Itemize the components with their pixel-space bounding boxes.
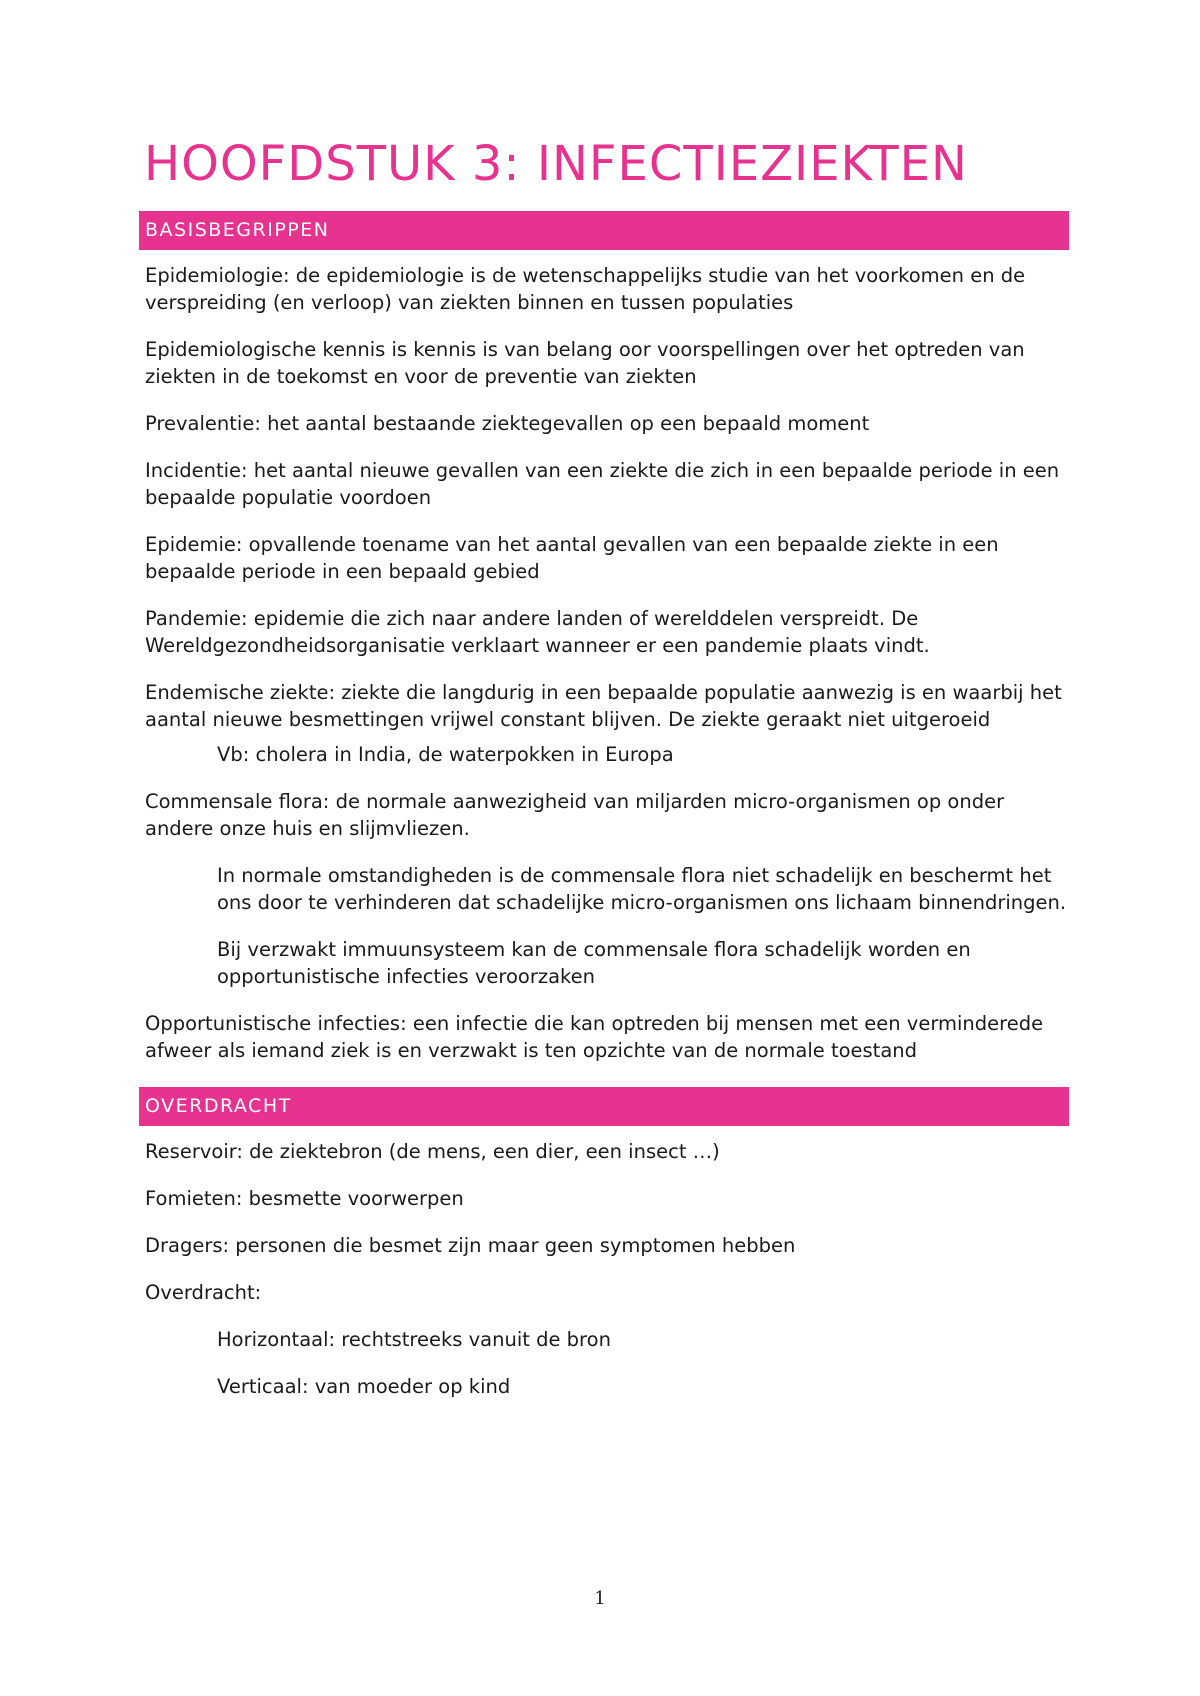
paragraph-normale-omstandigheden: In normale omstandigheden is de commensale flora niet schadelijk en beschermt het ons door te verhinderen dat schadelijke micro-organismen ons lichaam binnendringen. — [217, 863, 1067, 914]
paragraph-pandemie: Pandemie: epidemie die zich naar andere landen of werelddelen verspreidt. De Wereldgezondheidsorganisatie verklaart wanneer er een pandemie plaats vindt. — [145, 606, 930, 657]
page-content — [139, 138, 1069, 1420]
page-title: HOOFDSTUK 3: INFECTIEZIEKTEN — [144, 136, 968, 192]
paragraph-overdracht: Overdracht: — [145, 1280, 262, 1304]
paragraph-dragers: Dragers: personen die besmet zijn maar geen symptomen hebben — [145, 1233, 796, 1257]
section-heading-overdracht: OVERDRACHT — [139, 1087, 1069, 1126]
paragraph-epidemiologie: Epidemiologie: de epidemiologie is de wetenschappelijks studie van het voorkomen en de verspreiding (en verloop) van ziekten binnen en tussen populaties — [145, 263, 1026, 314]
section-heading-basisbegrippen: BASISBEGRIPPEN — [139, 211, 1069, 250]
paragraph-incidentie: Incidentie: het aantal nieuwe gevallen van een ziekte die zich in een bepaalde periode in een bepaalde populatie voordoen — [145, 458, 1060, 509]
paragraph-prevalentie: Prevalentie: het aantal bestaande ziektegevallen op een bepaald moment — [145, 411, 870, 435]
paragraph-commensale-flora: Commensale flora: de normale aanwezigheid van miljarden micro-organismen op onder andere onze huis en slijmvliezen. — [145, 789, 1005, 840]
paragraph-reservoir: Reservoir: de ziektebron (de mens, een dier, een insect …) — [145, 1139, 720, 1163]
paragraph-opportunistische-infecties: Opportunistische infecties: een infectie die kan optreden bij mensen met een verminderede afweer als iemand ziek is en verzwakt is ten opzichte van de normale toestand — [145, 1011, 1044, 1062]
paragraph-verzwakt-immuunsysteem: Bij verzwakt immuunsysteem kan de commensale flora schadelijk worden en opportunistische infecties veroorzaken — [217, 937, 971, 988]
paragraph-voorbeeld-endemisch: Vb: cholera in India, de waterpokken in Europa — [217, 742, 674, 766]
paragraph-horizontaal: Horizontaal: rechtstreeks vanuit de bron — [217, 1327, 611, 1351]
page-number: 1 — [594, 1588, 606, 1609]
paragraph-fomieten: Fomieten: besmette voorwerpen — [145, 1186, 464, 1210]
paragraph-verticaal: Verticaal: van moeder op kind — [217, 1374, 511, 1398]
paragraph-epidemiologische-kennis: Epidemiologische kennis is kennis is van belang oor voorspellingen over het optreden van ziekten in de toekomst en voor de preventie van ziekten — [145, 337, 1025, 388]
paragraph-epidemie: Epidemie: opvallende toename van het aantal gevallen van een bepaalde ziekte in een bepaalde periode in een bepaald gebied — [145, 532, 999, 583]
paragraph-endemische-ziekte: Endemische ziekte: ziekte die langdurig in een bepaalde populatie aanwezig is en waarbij het aantal nieuwe besmettingen vrijwel constant blijven. De ziekte geraakt niet uitgeroeid — [145, 680, 1062, 731]
